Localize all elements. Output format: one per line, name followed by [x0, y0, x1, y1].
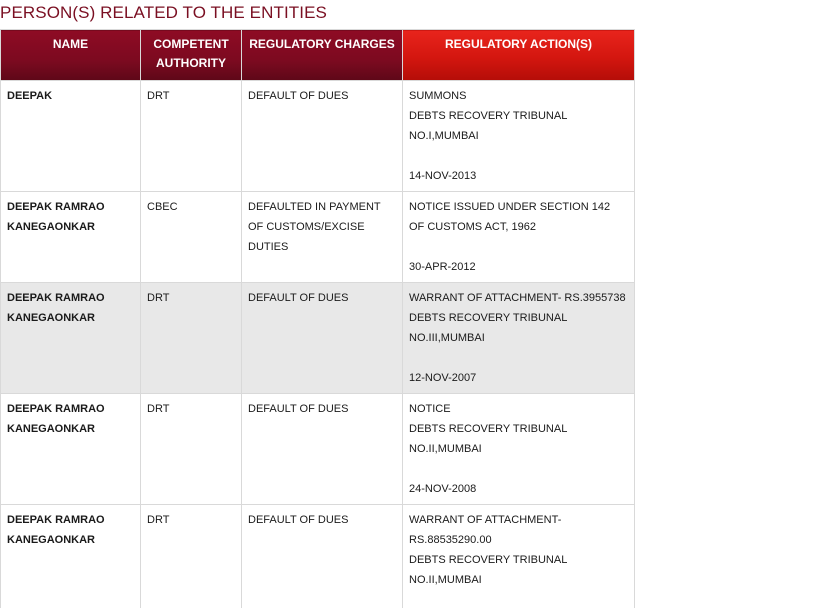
regulatory-charges: DEFAULTED IN PAYMENT OF CUSTOMS/EXCISE DUTIES	[242, 192, 403, 283]
header-name: NAME	[1, 30, 141, 81]
action-spacer	[409, 348, 628, 368]
table-row	[1, 81, 635, 192]
action-date: 14-NOV-2013	[409, 170, 477, 182]
table-row	[1, 283, 635, 394]
action-date: 30-APR-2012	[409, 261, 476, 273]
competent-authority: DRT	[141, 394, 242, 505]
header-regulatory-actions: REGULATORY ACTION(S)	[403, 30, 635, 81]
action-date: 12-NOV-2007	[409, 372, 477, 384]
action-authority: DEBTS RECOVERY TRIBUNAL NO.II,MUMBAI	[409, 423, 567, 455]
action-type: NOTICE	[409, 403, 451, 415]
regulatory-action	[403, 192, 635, 283]
regulatory-charges: DEFAULT OF DUES	[242, 394, 403, 505]
competent-authority: DRT	[141, 81, 242, 192]
regulatory-action	[403, 394, 635, 505]
person-name: DEEPAK RAMRAO KANEGAONKAR	[1, 283, 141, 394]
person-name: DEEPAK RAMRAO KANEGAONKAR	[1, 505, 141, 608]
action-spacer	[409, 146, 628, 166]
action-authority: DEBTS RECOVERY TRIBUNAL NO.III,MUMBAI	[409, 312, 567, 344]
action-type: WARRANT OF ATTACHMENT- RS.3955738	[409, 292, 626, 304]
action-date: 24-NOV-2008	[409, 483, 477, 495]
regulatory-action	[403, 81, 635, 192]
table-row	[1, 505, 635, 608]
table-row	[1, 192, 635, 283]
regulatory-charges: DEFAULT OF DUES	[242, 283, 403, 394]
person-name: DEEPAK	[1, 81, 141, 192]
header-regulatory-charges: REGULATORY CHARGES	[242, 30, 403, 81]
table-header-row	[1, 30, 635, 81]
action-type: NOTICE ISSUED UNDER SECTION 142 OF CUSTOMS ACT, 1962	[409, 201, 611, 233]
competent-authority: CBEC	[141, 192, 242, 283]
action-spacer	[409, 237, 628, 257]
person-name: DEEPAK RAMRAO KANEGAONKAR	[1, 394, 141, 505]
action-type: SUMMONS	[409, 90, 467, 102]
competent-authority: DRT	[141, 505, 242, 608]
action-authority: DEBTS RECOVERY TRIBUNAL NO.II,MUMBAI	[409, 554, 567, 586]
regulatory-action	[403, 505, 635, 608]
section-title: PERSON(S) RELATED TO THE ENTITIES	[0, 3, 327, 22]
regulatory-action	[403, 283, 635, 394]
action-authority: DEBTS RECOVERY TRIBUNAL NO.I,MUMBAI	[409, 110, 567, 142]
table-row	[1, 394, 635, 505]
regulatory-charges: DEFAULT OF DUES	[242, 505, 403, 608]
header-competent-authority: COMPETENT AUTHORITY	[141, 30, 242, 81]
competent-authority: DRT	[141, 283, 242, 394]
regulatory-charges: DEFAULT OF DUES	[242, 81, 403, 192]
action-type: WARRANT OF ATTACHMENT- RS.88535290.00	[409, 514, 562, 546]
person-name: DEEPAK RAMRAO KANEGAONKAR	[1, 192, 141, 283]
related-persons-table	[0, 29, 635, 608]
action-spacer	[409, 459, 628, 479]
